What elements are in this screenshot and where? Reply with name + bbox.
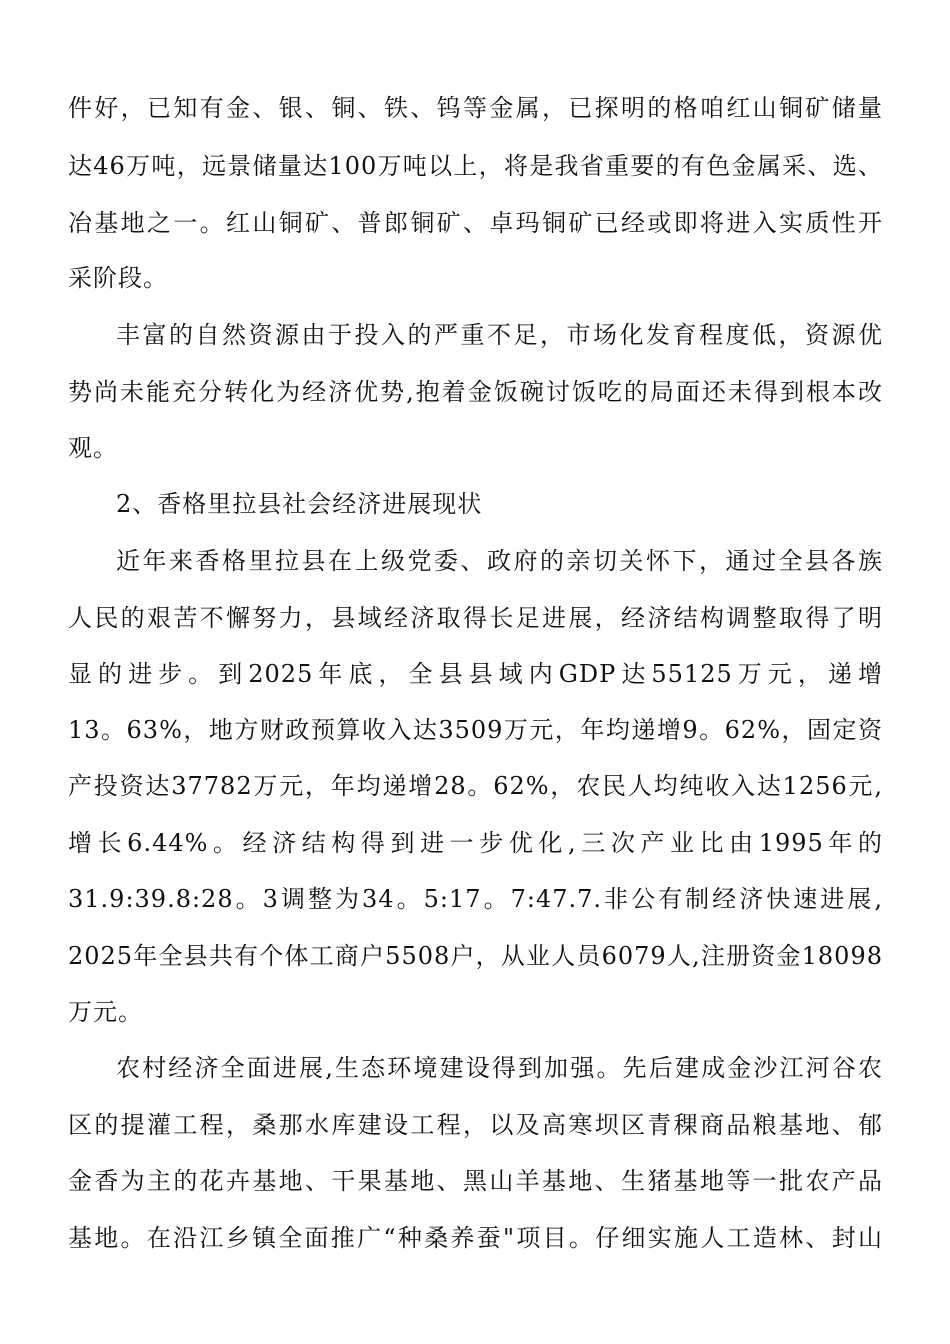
- text-line: 区的提灌工程，桑那水库建设工程，以及高寒坝区青稞商品粮基地、郁: [68, 1111, 883, 1139]
- text-line: 丰富的自然资源由于投入的严重不足，市场化发育程度低，资源优: [116, 321, 883, 349]
- text-line: 万元。: [68, 998, 143, 1026]
- text-line: 件好，已知有金、银、铜、铁、钨等金属，已探明的格咱红山铜矿储量: [68, 94, 883, 122]
- text-line: 13。63%，地方财政预算收入达3509万元，年均递增9。62%，固定资: [68, 716, 883, 744]
- text-line: 采阶段。: [68, 264, 168, 292]
- text-line: 基地。在沿江乡镇全面推广“种桑养蚕"项目。仔细实施人工造林、封山: [68, 1224, 883, 1252]
- text-line: 金香为主的花卉基地、干果基地、黑山羊基地、生猪基地等一批农产品: [68, 1167, 883, 1195]
- text-line: 冶基地之一。红山铜矿、普郎铜矿、卓玛铜矿已经或即将进入实质性开: [68, 209, 883, 237]
- text-line: 近年来香格里拉县在上级党委、政府的亲切关怀下，通过全县各族: [116, 547, 883, 575]
- text-line: 农村经济全面进展,生态环境建设得到加强。先后建成金沙江河谷农: [116, 1054, 883, 1082]
- text-line: 增长6.44%。经济结构得到进一步优化,三次产业比由1995年的: [68, 829, 883, 857]
- text-line: 31.9:39.8:28。3调整为34。5:17。7:47.7.非公有制经济快速进展,: [68, 885, 883, 913]
- text-line: 显的进步。到2025年底，全县县域内GDP达55125万元，递增: [68, 660, 883, 688]
- text-line: 2025年全县共有个体工商户5508户，从业人员6079人,注册资金18098: [68, 942, 883, 970]
- text-line: 产投资达37782万元，年均递增28。62%，农民人均纯收入达1256元,: [68, 772, 883, 800]
- text-line: 势尚未能充分转化为经济优势,抱着金饭碗讨饭吃的局面还未得到根本改: [68, 378, 883, 406]
- section-heading: 2、香格里拉县社会经济进展现状: [116, 490, 483, 518]
- text-line: 达46万吨，远景储量达100万吨以上，将是我省重要的有色金属采、选、: [68, 152, 883, 180]
- text-line: 人民的艰苦不懈努力，县域经济取得长足进展，经济结构调整取得了明: [68, 604, 883, 632]
- text-line: 观。: [68, 434, 118, 462]
